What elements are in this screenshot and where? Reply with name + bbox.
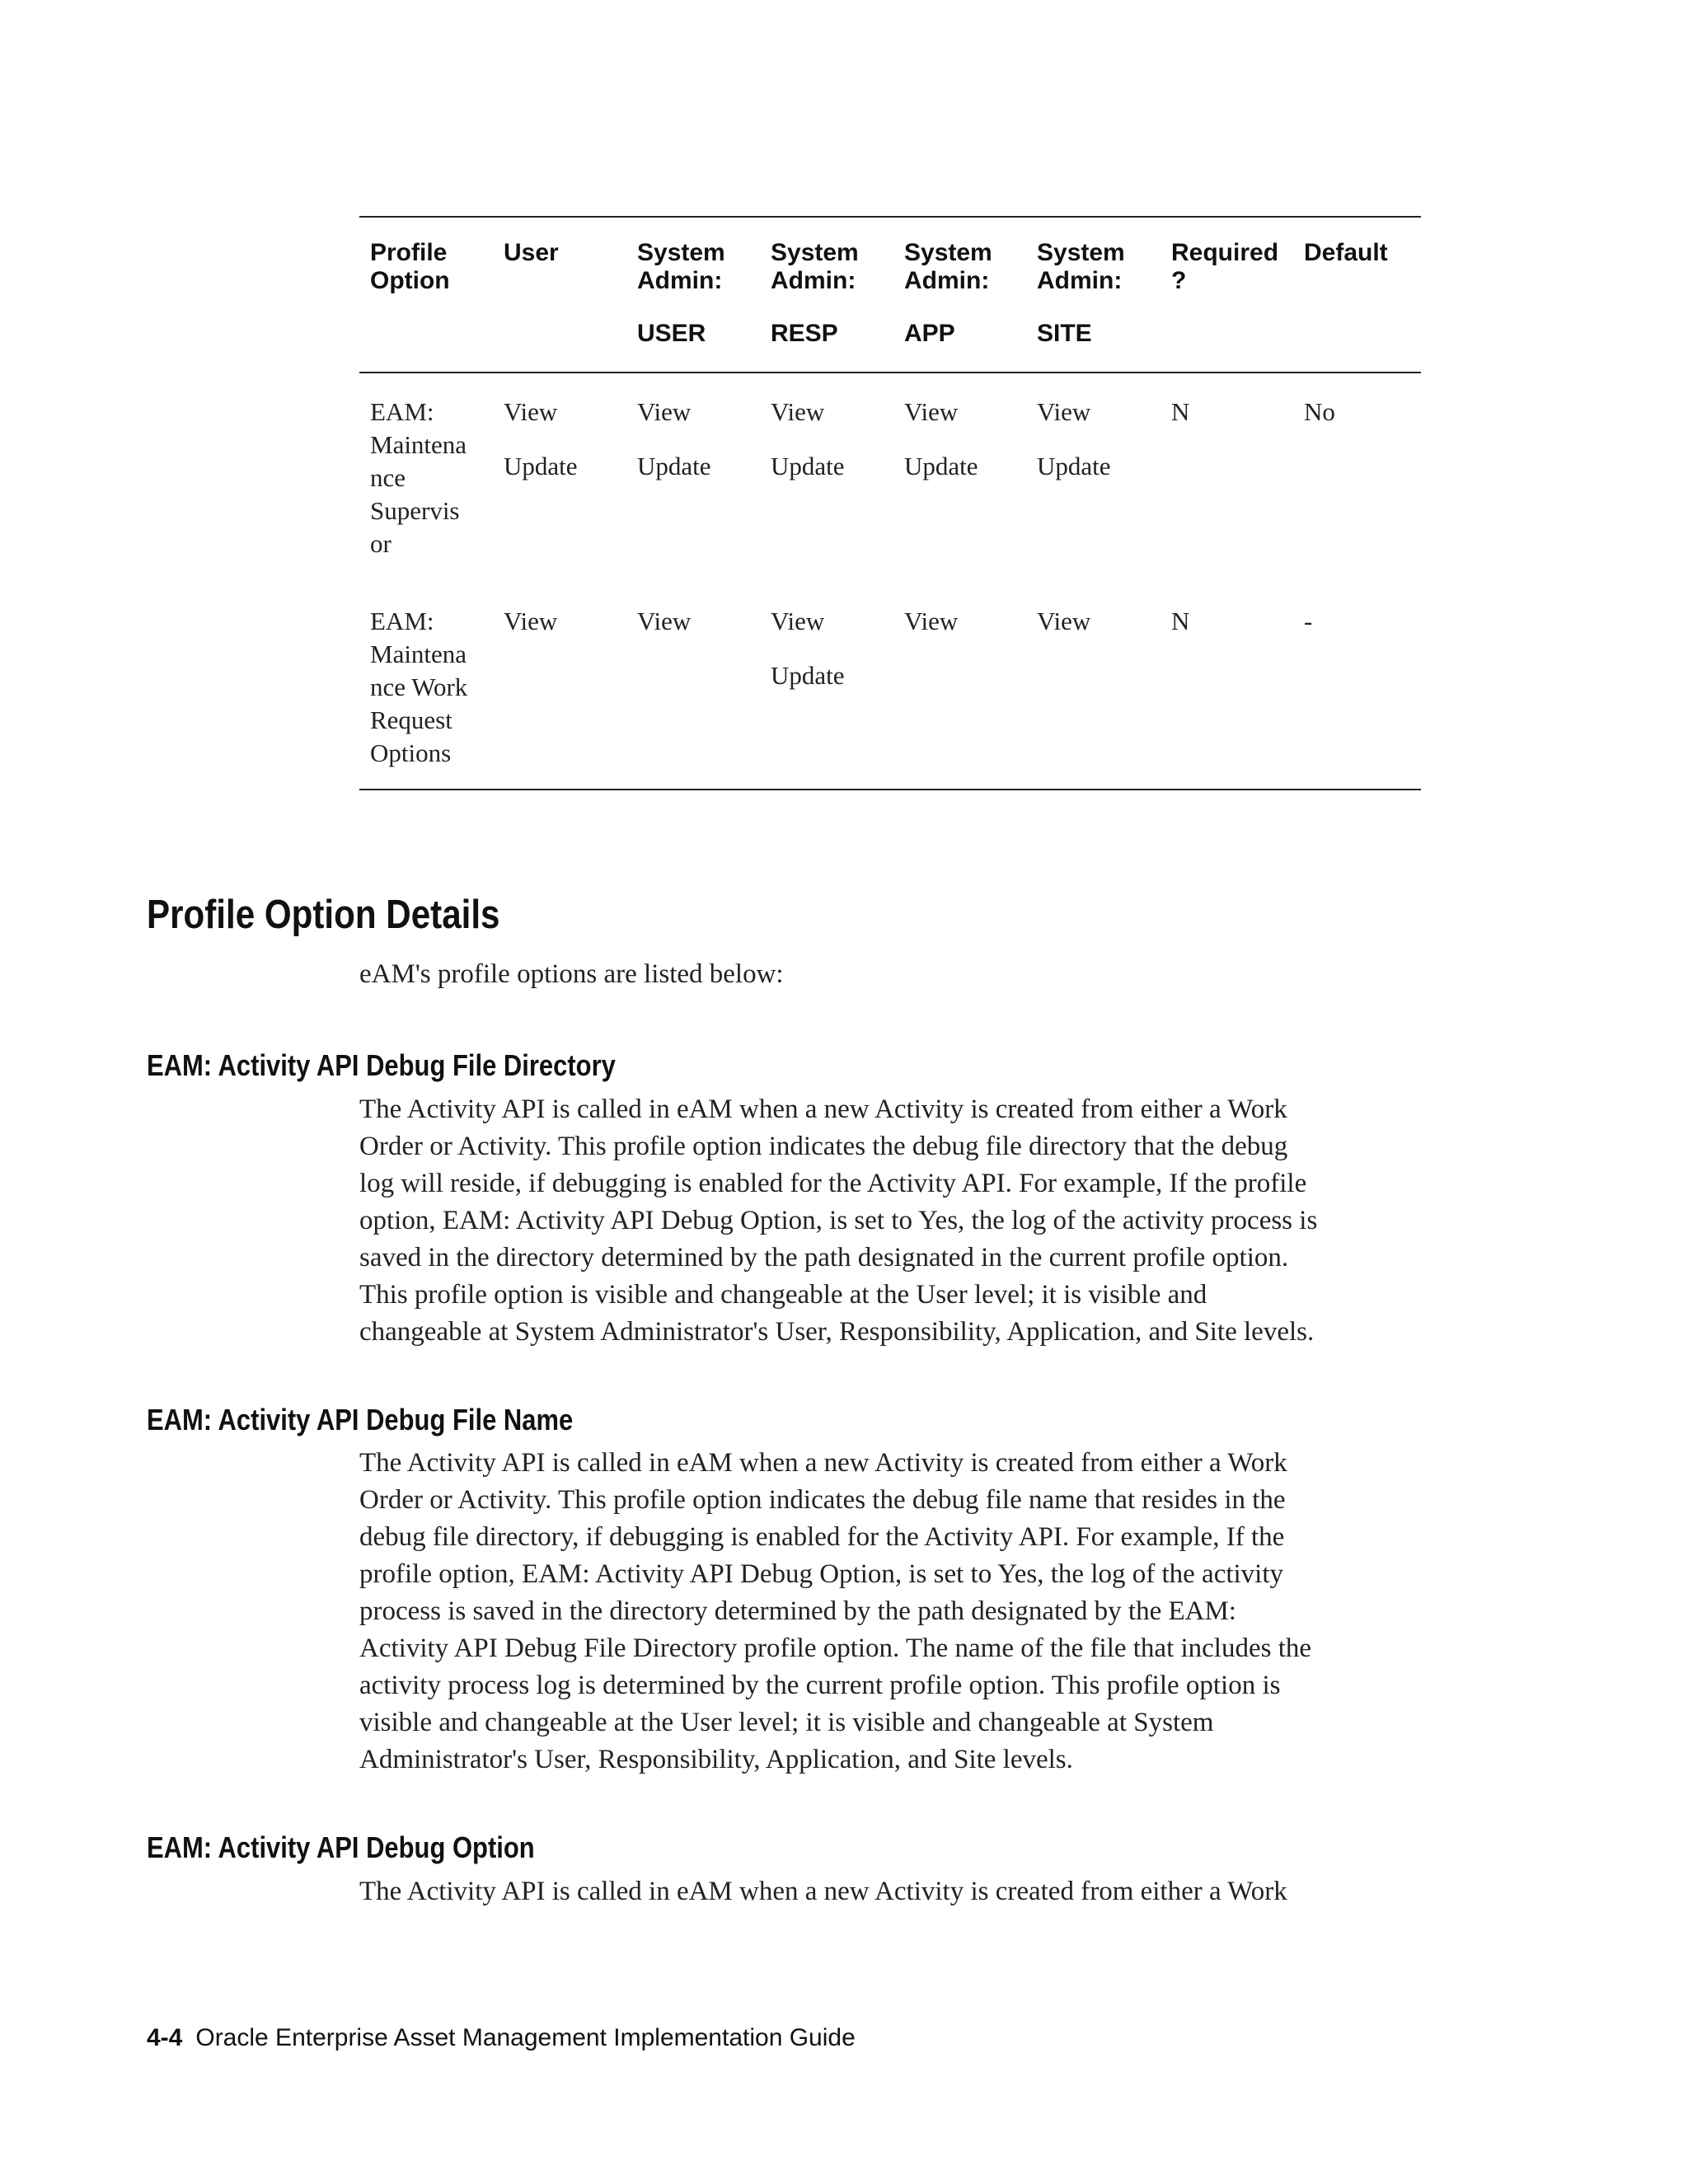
row1-sa-site [1037, 396, 1111, 483]
cell-line: No [1304, 397, 1335, 426]
row1-sa-resp [771, 396, 845, 483]
cell-line: View [504, 397, 558, 426]
header-sub: APP [904, 320, 955, 347]
option-body-debug-file-name [359, 1445, 1431, 1779]
paragraph-line: Order or Activity. This profile option indicates the debug file name that resides in the [359, 1485, 1286, 1515]
row2-user [504, 605, 557, 638]
header-line1: Profile [370, 239, 448, 266]
header-line1: Required [1171, 239, 1279, 266]
cell-line: Update [904, 452, 978, 480]
cell-line: View [904, 397, 959, 426]
row1-default [1304, 396, 1335, 429]
paragraph-line: process is saved in the directory determined by the path designated by the EAM: [359, 1596, 1236, 1626]
cell-line: View [771, 607, 825, 635]
cell-line: View [637, 397, 692, 426]
cell-line: EAM: [370, 397, 434, 426]
header-line2: Option [370, 267, 450, 294]
cell-line: nce Work [370, 673, 468, 701]
row2-sa-resp [771, 605, 845, 692]
cell-line: View [771, 397, 825, 426]
cell-line: or [370, 529, 392, 558]
row2-sa-app [904, 605, 958, 638]
paragraph-line: profile option, EAM: Activity API Debug Option, is set to Yes, the log of the activity [359, 1559, 1284, 1589]
paragraph-line: changeable at System Administrator's User, Responsibility, Application, and Site levels. [359, 1317, 1315, 1347]
header-sub: RESP [771, 320, 838, 347]
header-sa-user [637, 239, 725, 348]
paragraph-line: option, EAM: Activity API Debug Option, is set to Yes, the log of the activity process is [359, 1206, 1318, 1235]
paragraph-line: The Activity API is called in eAM when a new Activity is created from either a Work [359, 1094, 1287, 1124]
book-title: Oracle Enterprise Asset Management Implementation Guide [195, 2024, 856, 2051]
header-profile-option [370, 239, 450, 295]
cell-line: Update [771, 452, 845, 480]
cell-line: View [904, 607, 959, 635]
paragraph-line: Administrator's User, Responsibility, Application, and Site levels. [359, 1745, 1073, 1774]
header-sa-resp [771, 239, 859, 348]
cell-line: View [1037, 607, 1091, 635]
cell-line: - [1304, 607, 1313, 635]
paragraph-line: activity process log is determined by the current profile option. This profile option is [359, 1671, 1281, 1700]
row1-sa-app [904, 396, 978, 483]
header-sub: USER [637, 320, 706, 347]
paragraph-line: Order or Activity. This profile option indicates the debug file directory that the debug [359, 1132, 1288, 1161]
cell-line: N [1171, 397, 1190, 426]
cell-line: Maintena [370, 430, 467, 459]
cell-line: Maintena [370, 640, 467, 668]
paragraph-line: The Activity API is called in eAM when a new Activity is created from either a Work [359, 1877, 1287, 1906]
option-body-debug-file-directory [359, 1091, 1431, 1351]
table-header-rule [359, 372, 1421, 373]
paragraph-line: visible and changeable at the User level; it is visible and changeable at System [359, 1708, 1214, 1737]
header-line2: ? [1171, 267, 1187, 294]
paragraph-line: log will reside, if debugging is enabled for the Activity API. For example, If the profile [359, 1169, 1307, 1198]
header-line1: System [637, 239, 725, 266]
intro-line: eAM's profile options are listed below: [359, 959, 784, 989]
row2-sa-site [1037, 605, 1090, 638]
cell-line: Update [771, 661, 845, 690]
cell-line: View [1037, 397, 1091, 426]
row2-option-name [370, 605, 467, 770]
header-default [1304, 239, 1388, 267]
row2-required [1171, 605, 1189, 638]
page-footer [147, 2023, 856, 2053]
page-number: 4-4 [147, 2024, 183, 2051]
header-line1: System [771, 239, 859, 266]
header-line1: System [904, 239, 992, 266]
cell-line: Update [1037, 452, 1111, 480]
cell-line: Update [504, 452, 578, 480]
option-body-debug-option [359, 1873, 1431, 1910]
cell-line: EAM: [370, 607, 434, 635]
cell-line: View [637, 607, 692, 635]
cell-line: View [504, 607, 558, 635]
header-sa-site [1037, 239, 1125, 348]
header-line2: Admin: [771, 267, 856, 294]
cell-line: Supervis [370, 496, 460, 525]
header-required [1171, 239, 1278, 295]
header-line1: Default [1304, 239, 1388, 266]
paragraph-line: This profile option is visible and changeable at the User level; it is visible and [359, 1280, 1207, 1310]
paragraph-line: debug file directory, if debugging is enabled for the Activity API. For example, If the [359, 1522, 1285, 1552]
cell-line: Options [370, 738, 452, 767]
paragraph-line: The Activity API is called in eAM when a new Activity is created from either a Work [359, 1448, 1287, 1478]
header-line1: User [504, 239, 559, 266]
header-user [504, 239, 559, 267]
row1-user [504, 396, 578, 483]
option-title-debug-file-directory: EAM: Activity API Debug File Directory [147, 1048, 616, 1082]
row2-sa-user [637, 605, 691, 638]
section-title: Profile Option Details [147, 893, 500, 937]
header-line2: Admin: [1037, 267, 1123, 294]
header-line2: Admin: [904, 267, 990, 294]
row1-option-name [370, 396, 467, 560]
header-sub: SITE [1037, 320, 1092, 347]
row1-sa-user [637, 396, 711, 483]
header-sa-app [904, 239, 992, 348]
section-intro [359, 956, 1431, 993]
paragraph-line: Activity API Debug File Directory profile option. The name of the file that includes the [359, 1633, 1312, 1663]
cell-line: N [1171, 607, 1190, 635]
header-line1: System [1037, 239, 1125, 266]
cell-line: Update [637, 452, 711, 480]
row1-required [1171, 396, 1189, 429]
option-title-debug-option: EAM: Activity API Debug Option [147, 1830, 535, 1864]
table-top-rule [359, 216, 1421, 218]
paragraph-line: saved in the directory determined by the path designated in the current profile option. [359, 1243, 1289, 1272]
cell-line: nce [370, 463, 406, 492]
header-line2: Admin: [637, 267, 723, 294]
row2-default [1304, 605, 1312, 638]
option-title-debug-file-name: EAM: Activity API Debug File Name [147, 1403, 574, 1436]
cell-line: Request [370, 705, 452, 734]
table-bottom-rule [359, 789, 1421, 790]
